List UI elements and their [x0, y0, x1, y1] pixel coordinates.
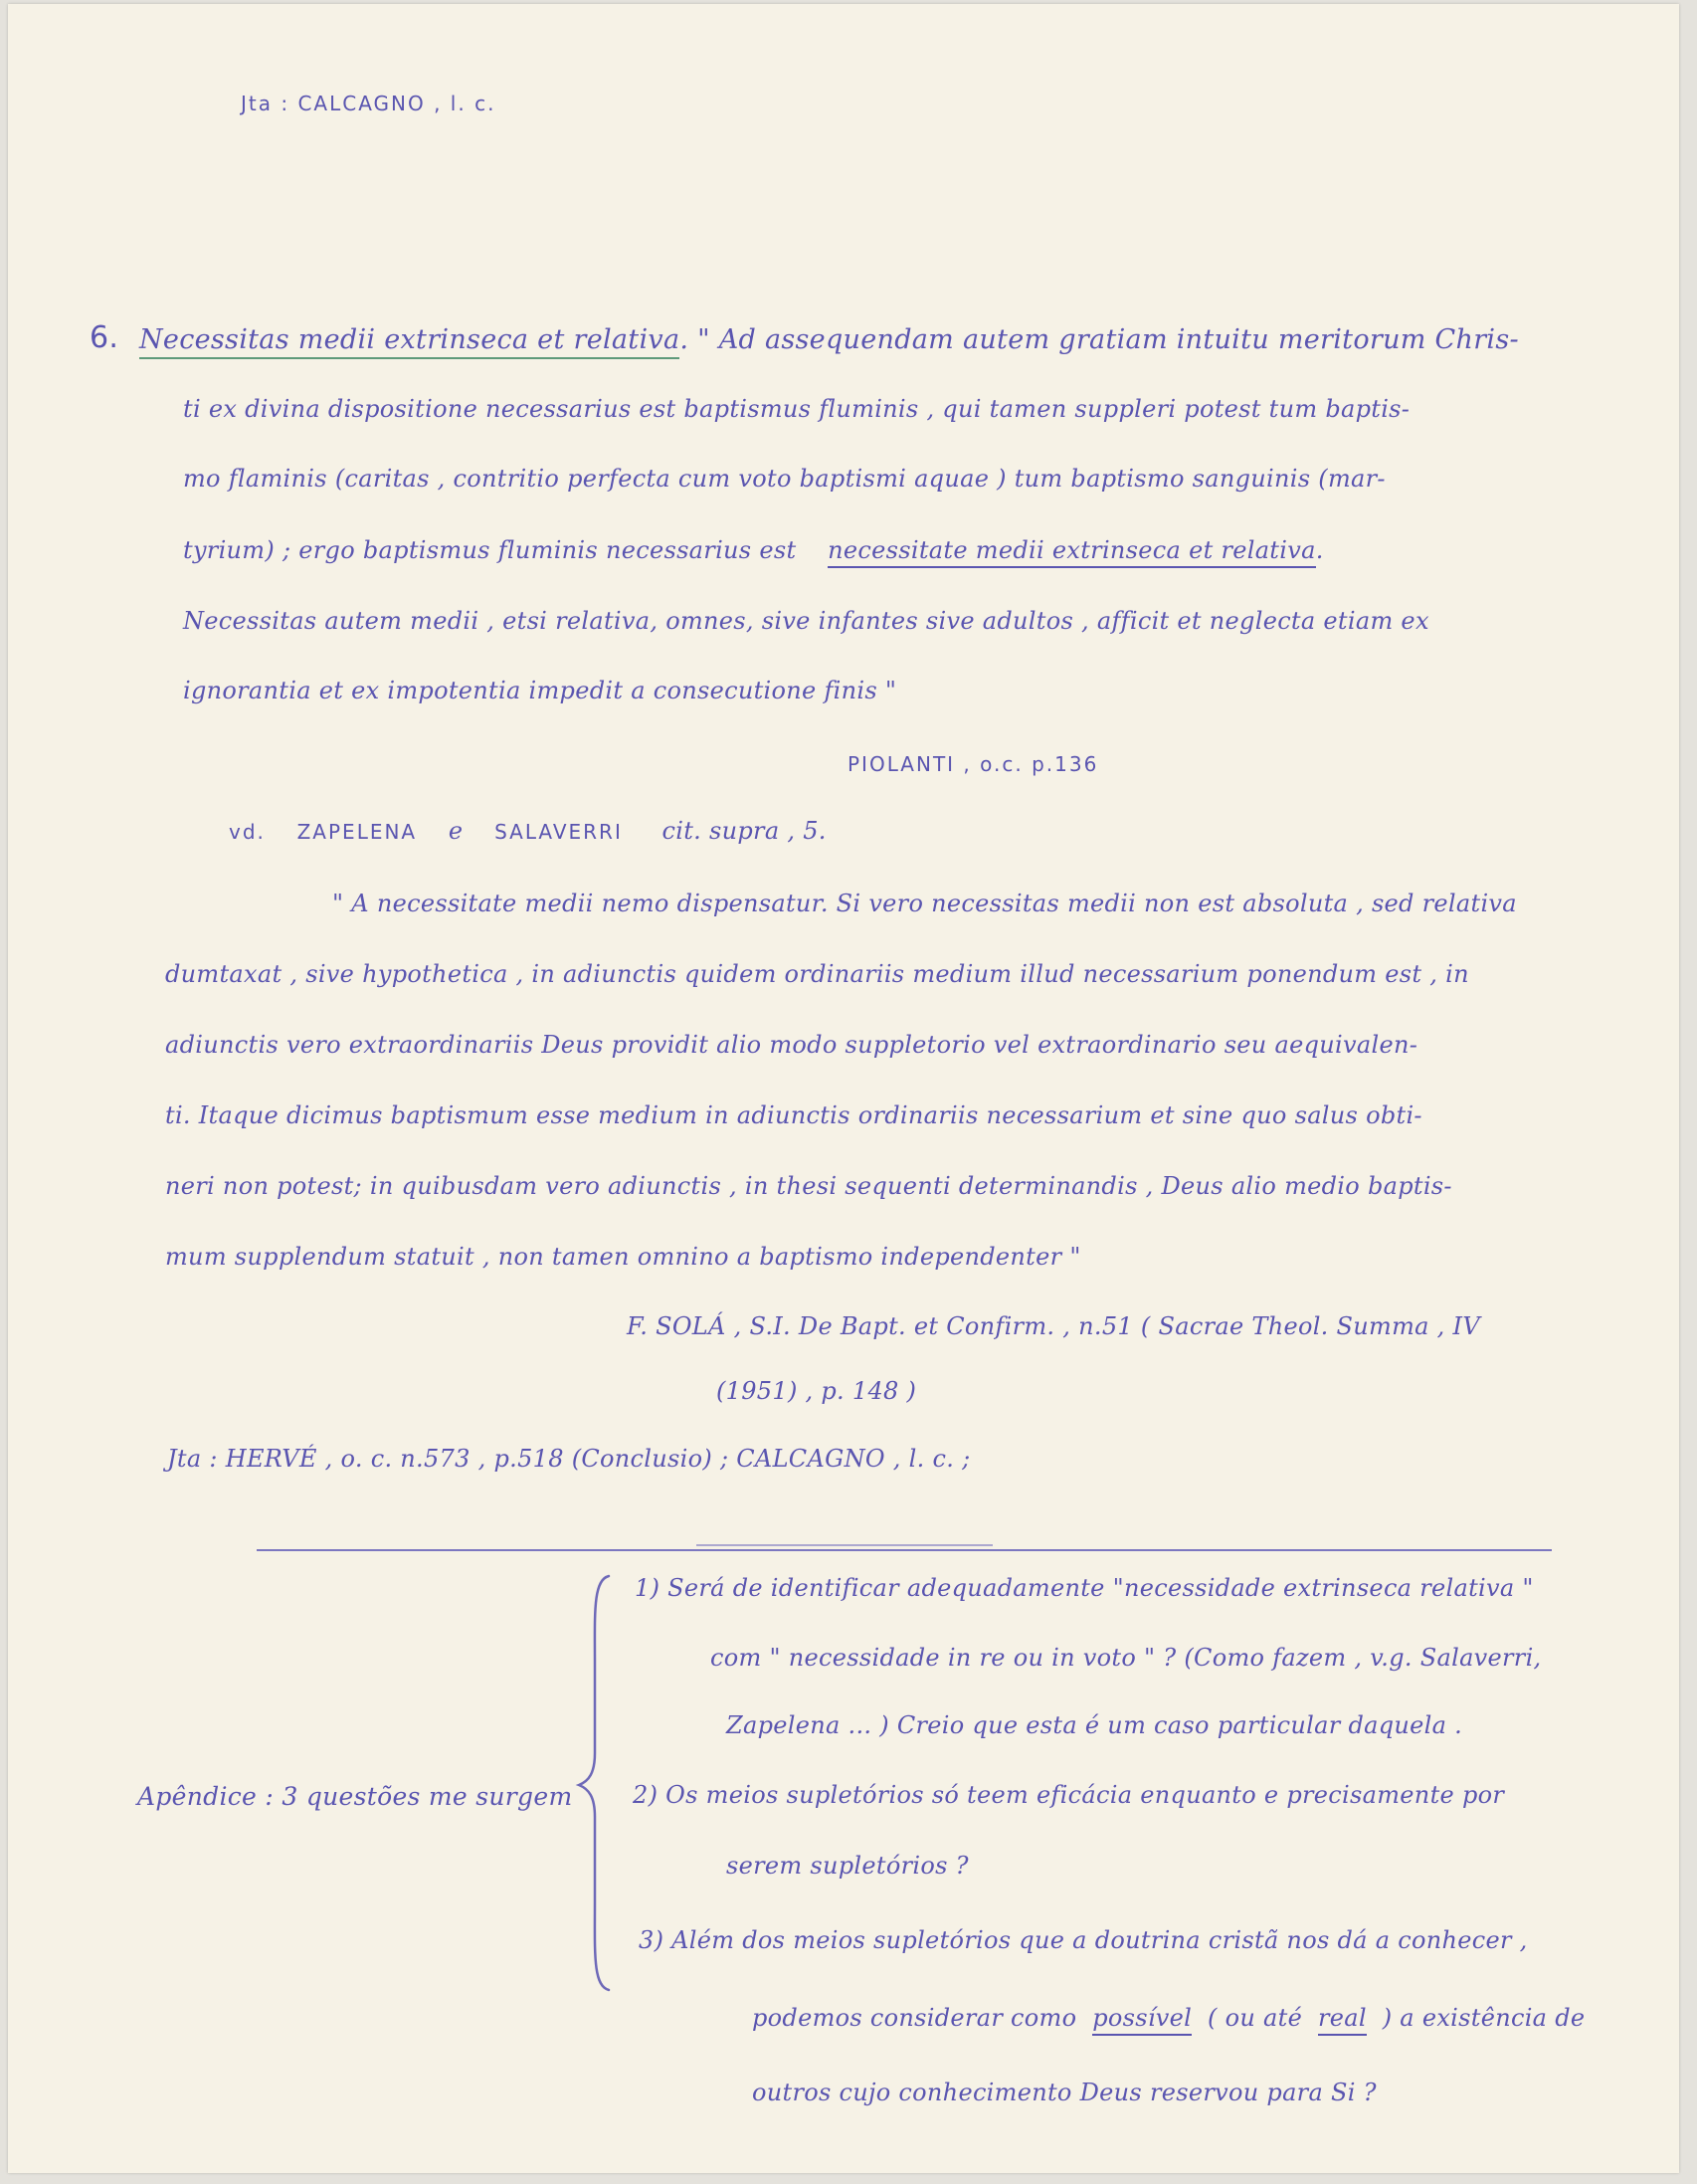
appendix-q2-line2: serem supletórios ? [726, 1852, 969, 1880]
quote1-line5: Necessitas autem medii , etsi relativa, omnes, sive infantes sive adultos , afficit et neglecta etiam ex [183, 607, 1429, 635]
appendix-q3-line2 [752, 2004, 1585, 2032]
divider-line-accent [696, 1544, 993, 1546]
section-number: 6. [90, 320, 119, 355]
appendix-q3-possivel: possível [1092, 2004, 1192, 2036]
quote2-line5: neri non potest; in quibusdam vero adiunctis , in thesi sequenti determinandis , Deus alio medio baptis- [165, 1172, 1452, 1200]
appendix-q1-line1: 1) Será de identificar adequadamente "necessidade extrinseca relativa " [635, 1574, 1534, 1602]
quote1-line4 [183, 536, 1324, 564]
appendix-q3-line1: 3) Além dos meios supletórios que a doutrina cristã nos dá a conhecer , [639, 1926, 1528, 1954]
appendix-q3-line2-mid: ( ou até [1208, 2004, 1303, 2032]
quote1-emphasis: necessitate medii extrinseca et relativa [828, 536, 1316, 568]
see-also-name1: ZAPELENA [296, 820, 418, 844]
quote1-line4-start: tyrium) ; ergo baptismus fluminis necessarius est [183, 536, 797, 564]
quote2-line3: adiunctis vero extraordinariis Deus providit alio modo suppletorio vel extraordinario seu aequivalen- [165, 1031, 1418, 1059]
appendix-q3-line2-end: ) a existência de [1382, 2004, 1586, 2032]
see-also-conj: e [448, 817, 464, 845]
document-page [8, 4, 1679, 2173]
see-also-suffix: cit. supra , 5. [661, 817, 827, 845]
quote1-line2: ti ex divina dispositione necessarius est baptismus fluminis , qui tamen suppleri potest tum baptis- [183, 395, 1411, 423]
appendix-label: Apêndice : 3 questões me surgem [137, 1782, 573, 1811]
section-title-line [139, 324, 1519, 355]
quote1-line1: . " Ad assequendam autem gratiam intuitu meritorum Chris- [679, 324, 1519, 355]
citation-sola-line1: F. SOLÁ , S.I. De Bapt. et Confirm. , n.51 ( Sacrae Theol. Summa , IV [627, 1312, 1480, 1340]
see-also-line [229, 817, 827, 845]
reference-herve: Jta : HERVÉ , o. c. n.573 , p.518 (Conclusio) ; CALCAGNO , l. c. ; [167, 1445, 971, 1473]
see-also-name2: SALAVERRI [494, 820, 623, 844]
appendix-q3-line3: outros cujo conhecimento Deus reservou para Si ? [752, 2079, 1377, 2106]
divider-line [257, 1549, 1552, 1551]
quote1-line3: mo flaminis (caritas , contritio perfecta cum voto baptismi aquae ) tum baptismo sanguinis (mar- [183, 465, 1386, 493]
appendix-q3-real: real [1318, 2004, 1367, 2036]
quote2-line2: dumtaxat , sive hypothetica , in adiunctis quidem ordinariis medium illud necessarium ponendum est , in [165, 960, 1469, 988]
quote1-line6: ignorantia et ex impotentia impedit a consecutione finis " [183, 677, 897, 704]
appendix-q3-line2-start: podemos considerar como [752, 2004, 1077, 2032]
quote1-line4-end: . [1315, 536, 1324, 564]
curly-brace-icon [575, 1574, 615, 1992]
citation-piolanti: PIOLANTI , o.c. p.136 [848, 752, 1099, 776]
quote2-line1: " A necessitate medii nemo dispensatur. Si vero necessitas medii non est absoluta , sed relativa [332, 890, 1517, 917]
see-also-prefix: vd. [229, 820, 266, 844]
appendix-q1-line2: com " necessidade in re ou in voto " ? (Como fazem , v.g. Salaverri, [710, 1644, 1542, 1672]
quote2-line4: ti. Itaque dicimus baptismum esse medium in adiunctis ordinariis necessarium et sine quo salus obti- [165, 1101, 1422, 1129]
header-reference: Jta : CALCAGNO , l. c. [241, 92, 496, 115]
citation-sola-line2: (1951) , p. 148 ) [716, 1377, 917, 1405]
appendix-q2-line1: 2) Os meios supletórios só teem eficácia enquanto e precisamente por [633, 1781, 1505, 1809]
quote2-line6: mum supplendum statuit , non tamen omnino a baptismo independenter " [165, 1243, 1081, 1271]
appendix-q1-line3: Zapelena ... ) Creio que esta é um caso particular daquela . [726, 1711, 1463, 1739]
section-title: Necessitas medii extrinseca et relativa [139, 324, 679, 359]
